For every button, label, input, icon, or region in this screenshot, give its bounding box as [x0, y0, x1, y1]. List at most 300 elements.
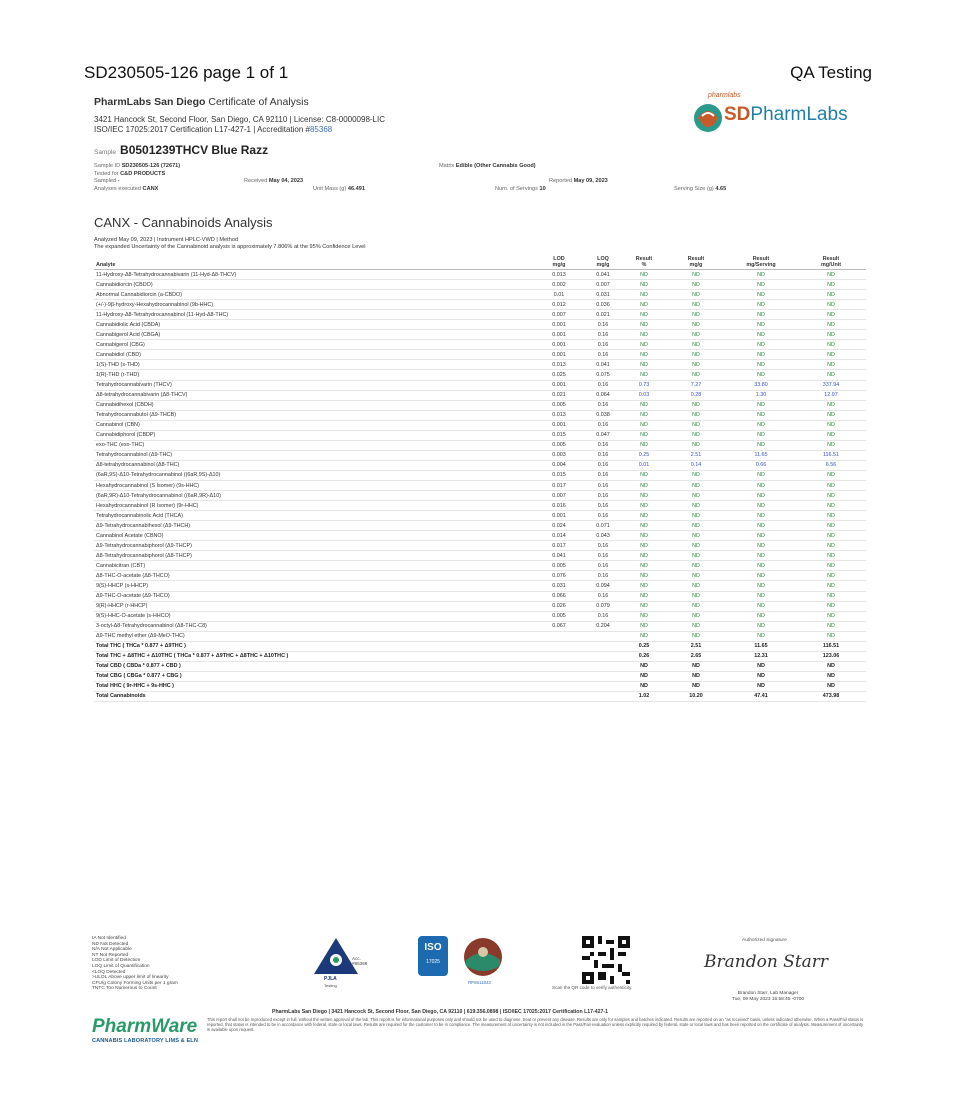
table-row — [94, 501, 866, 511]
cell-value: ND — [726, 631, 796, 641]
pjla-accreditation: Acc. #85368 — [352, 956, 368, 966]
analyte-name: Δ8-tetrahydrocannabivarin (Δ8-THCV) — [94, 390, 534, 400]
table-row — [94, 420, 866, 430]
cell-value: ND — [622, 571, 666, 581]
cell-value: ND — [796, 430, 866, 440]
table-row — [94, 470, 866, 480]
cell-value: ND — [622, 541, 666, 551]
cell-value: ND — [666, 300, 726, 310]
cell-value: 0.01 — [534, 290, 584, 300]
analyte-name: Hexahydrocannabinol (R Isomer) (9r-HHC) — [94, 501, 534, 511]
cell-value: ND — [666, 611, 726, 621]
cell-value: ND — [726, 581, 796, 591]
signature-date: Tue, 09 May 2023 15:58:45 -0700 — [732, 996, 805, 1002]
analyte-name: 9(S)-HHC-O-acetate (s-HHCO) — [94, 611, 534, 621]
cell-value: ND — [726, 430, 796, 440]
cell-value: ND — [666, 310, 726, 320]
cell-value: ND — [622, 521, 666, 531]
cell-value: ND — [726, 511, 796, 521]
cell-value: 0.012 — [534, 300, 584, 310]
table-row — [94, 631, 866, 641]
cell-value: ND — [726, 280, 796, 290]
table-row — [94, 571, 866, 581]
cell-value: 0.001 — [534, 350, 584, 360]
cell-value: ND — [622, 410, 666, 420]
cell-value: 0.024 — [534, 521, 584, 531]
cell-value: 7.27 — [666, 380, 726, 390]
cell-value: 0.005 — [534, 561, 584, 571]
legend-item: NT Not Reported — [92, 952, 129, 958]
cell-value: ND — [726, 410, 796, 420]
cell-value: ND — [796, 420, 866, 430]
cell-value: ND — [622, 300, 666, 310]
rp-badge — [462, 936, 507, 991]
cell-value: 0.16 — [584, 400, 622, 410]
cell-value: ND — [796, 551, 866, 561]
analyte-name: Tetrahydrocannabivarin (THCV) — [94, 380, 534, 390]
table-row — [94, 480, 866, 490]
cell-value: 0.007 — [534, 310, 584, 320]
table-row — [94, 380, 866, 390]
analyte-name: Total CBG ( CBGa * 0.877 + CBG ) — [94, 671, 534, 681]
cell-value: ND — [796, 611, 866, 621]
logo-text-sd: SD — [724, 104, 751, 125]
cell-value: ND — [796, 330, 866, 340]
cell-value: ND — [796, 571, 866, 581]
analyte-name: Cannabidiorcin (CBDO) — [94, 280, 534, 290]
analyte-name: 11-Hydroxy-Δ8-Tetrahydrocannabivarin (11-Hyd-Δ8-THCV) — [94, 270, 534, 280]
cell-value: 0.079 — [584, 601, 622, 611]
cell-value — [534, 641, 584, 651]
cell-value: 0.003 — [534, 450, 584, 460]
uncertainty-line: The expanded Uncertainty of the Cannabinoid analysis is approximately 7.806% at the 95% Confidence Level — [94, 244, 366, 250]
verification-qr-code[interactable] — [582, 936, 632, 986]
table-row — [94, 591, 866, 601]
analyte-name: Δ8-THC-O-acetate (Δ8-THCO) — [94, 571, 534, 581]
cell-value: 0.16 — [584, 380, 622, 390]
table-row — [94, 621, 866, 631]
cell-value: 0.26 — [622, 651, 666, 661]
cell-value: ND — [622, 420, 666, 430]
analyses-value: CANX — [142, 185, 159, 192]
table-row — [94, 400, 866, 410]
cell-value: ND — [796, 350, 866, 360]
received-value: May 04, 2023 — [268, 178, 304, 184]
analyte-name: Abnormal Cannabidiorcin (a-CBDO) — [94, 290, 534, 300]
cell-value: ND — [726, 420, 796, 430]
table-row — [94, 330, 866, 340]
analyte-name: Total THC + Δ8THC + Δ10THC ( THCa * 0.877 + Δ9THC + Δ8THC + Δ10THC ) — [94, 651, 534, 661]
legend-item: >ULOL Above upper limit of linearity — [92, 975, 169, 981]
cell-value: ND — [622, 631, 666, 641]
cell-value: ND — [726, 290, 796, 300]
analyte-name: 1(S)-THD (s-THD) — [94, 360, 534, 370]
cell-value: 0.047 — [584, 430, 622, 440]
table-row — [94, 280, 866, 290]
cell-value: ND — [622, 320, 666, 330]
table-row — [94, 581, 866, 591]
cell-value: 0.016 — [534, 501, 584, 511]
cell-value: 0.041 — [584, 360, 622, 370]
analyte-name: Total THC ( THCa * 0.877 + Δ9THC ) — [94, 641, 534, 651]
servings-label: Num. of Servings — [495, 185, 538, 192]
received-label: Received — [244, 178, 268, 184]
cell-value: ND — [796, 621, 866, 631]
logo-emblem-icon — [690, 96, 726, 136]
cell-value: ND — [726, 601, 796, 611]
logo-text-pharmlabs: PharmLabs — [750, 104, 848, 125]
cell-value: 0.014 — [534, 531, 584, 541]
cell-value: ND — [726, 561, 796, 571]
table-row — [94, 290, 866, 300]
table-row — [94, 300, 866, 310]
cell-value: ND — [796, 290, 866, 300]
table-row — [94, 611, 866, 621]
cell-value: 47.41 — [726, 691, 796, 701]
column-header: Result % — [622, 255, 666, 270]
cell-value: 0.007 — [584, 280, 622, 290]
cell-value: 2.65 — [666, 651, 726, 661]
table-row — [94, 350, 866, 360]
cell-value: 0.16 — [584, 420, 622, 430]
analyte-name: (6aR,9S)-Δ10-Tetrahydrocannabinol ((6aR,9S)-Δ10) — [94, 470, 534, 480]
cell-value: 0.001 — [534, 380, 584, 390]
cell-value: ND — [796, 681, 866, 691]
unit-mass-value: 46.491 — [347, 185, 365, 192]
cell-value: ND — [666, 320, 726, 330]
meta-row — [94, 186, 864, 194]
table-row — [94, 440, 866, 450]
cell-value: ND — [796, 370, 866, 380]
qr-code-icon[interactable] — [582, 936, 630, 984]
cell-value: 0.041 — [534, 551, 584, 561]
cell-value: 0.004 — [534, 460, 584, 470]
cell-value: ND — [666, 681, 726, 691]
cell-value: 0.076 — [534, 571, 584, 581]
cell-value: ND — [666, 661, 726, 671]
sdpharmlabs-logo — [690, 92, 870, 140]
cell-value: 6.56 — [796, 460, 866, 470]
table-row — [94, 370, 866, 380]
cell-value: ND — [796, 561, 866, 571]
cell-value: 12.31 — [726, 651, 796, 661]
cell-value: 0.16 — [584, 460, 622, 470]
cell-value: 0.017 — [534, 541, 584, 551]
cell-value: ND — [622, 611, 666, 621]
cell-value: ND — [726, 621, 796, 631]
cell-value: ND — [666, 340, 726, 350]
signatory-name: Brandon Starr, Lab Manager — [737, 991, 799, 996]
cell-value: ND — [622, 370, 666, 380]
cell-value: 11.65 — [726, 450, 796, 460]
cell-value: ND — [726, 501, 796, 511]
cell-value: ND — [726, 320, 796, 330]
analyte-name: Cannabinol Acetate (CBNO) — [94, 531, 534, 541]
cell-value: ND — [726, 360, 796, 370]
cell-value: ND — [796, 521, 866, 531]
serving-size-value: 4.65 — [715, 185, 727, 192]
cell-value: 0.73 — [622, 380, 666, 390]
sampled-label: Sampled — [94, 178, 117, 184]
analyte-name: Cannabidiolic Acid (CBDA) — [94, 320, 534, 330]
cell-value: ND — [622, 440, 666, 450]
iso-number: 17025 — [426, 959, 440, 965]
cell-value: ND — [796, 661, 866, 671]
qa-testing-label: QA Testing — [790, 63, 872, 82]
table-row — [94, 601, 866, 611]
table-row — [94, 511, 866, 521]
lab-name: PharmLabs San Diego — [94, 96, 206, 108]
cell-value: 0.005 — [534, 400, 584, 410]
cell-value: ND — [796, 270, 866, 280]
cell-value: ND — [726, 370, 796, 380]
total-row — [94, 661, 866, 671]
cell-value: ND — [622, 350, 666, 360]
column-header: LOQ mg/g — [584, 255, 622, 270]
cell-value — [534, 661, 584, 671]
cell-value: ND — [622, 310, 666, 320]
cell-value: ND — [796, 671, 866, 681]
sample-id: SD230505-126 (72671) — [121, 163, 181, 169]
sample-id-label: Sample ID — [94, 163, 121, 169]
cell-value: ND — [796, 511, 866, 521]
cell-value: 33.80 — [726, 380, 796, 390]
cell-value: ND — [796, 280, 866, 290]
cell-value: ND — [622, 621, 666, 631]
total-row — [94, 671, 866, 681]
cell-value: ND — [666, 370, 726, 380]
cell-value: ND — [726, 671, 796, 681]
cell-value: ND — [666, 541, 726, 551]
analyte-name: Δ9-Tetrahydrocannabiphorol (Δ9-THCP) — [94, 541, 534, 551]
cell-value: 0.03 — [622, 390, 666, 400]
cell-value — [584, 691, 622, 701]
cell-value: 0.067 — [534, 621, 584, 631]
analyzed-line: Analyzed May 09, 2023 | Instrument HPLC-VWD | Method — [94, 237, 239, 243]
reported-label: Reported — [549, 178, 573, 184]
cell-value: 0.16 — [584, 571, 622, 581]
legend-item: CFU/g Colony Forming Units per 1 gram — [92, 980, 178, 986]
cell-value: 0.16 — [584, 511, 622, 521]
cell-value: 0.094 — [584, 581, 622, 591]
abbreviation-legend — [92, 936, 178, 992]
cell-value: 1.02 — [622, 691, 666, 701]
cell-value: ND — [796, 320, 866, 330]
cell-value: ND — [622, 280, 666, 290]
table-header-row — [94, 255, 866, 270]
cell-value — [584, 651, 622, 661]
analyte-name: 11-Hydroxy-Δ8-Tetrahydrocannabinol (11-Hyd-Δ8-THC) — [94, 310, 534, 320]
table-row — [94, 541, 866, 551]
cell-value: ND — [622, 400, 666, 410]
cell-value: ND — [796, 400, 866, 410]
analyte-name: Tetrahydrocannabinolic Acid (THCA) — [94, 511, 534, 521]
cell-value: ND — [622, 511, 666, 521]
tested-for-label: Tested for — [94, 170, 119, 177]
logo-arc-text: pharmlabs — [708, 92, 741, 99]
cell-value: 0.001 — [534, 420, 584, 430]
cell-value: ND — [796, 410, 866, 420]
pharmware-wordmark: PharmWare — [92, 1016, 198, 1037]
table-row — [94, 531, 866, 541]
iso-label: ISO — [424, 942, 442, 953]
cell-value: 0.001 — [534, 340, 584, 350]
analyte-name: Cannabigerol (CBG) — [94, 340, 534, 350]
cell-value: 0.28 — [666, 390, 726, 400]
cell-value: ND — [622, 681, 666, 691]
cell-value: 0.16 — [584, 551, 622, 561]
cell-value: 0.013 — [534, 360, 584, 370]
analyte-name: Hexahydrocannabinol (S Isomer) (9s-HHC) — [94, 480, 534, 490]
table-row — [94, 521, 866, 531]
cell-value: ND — [726, 611, 796, 621]
cell-value: 116.51 — [796, 641, 866, 651]
cell-value: 116.51 — [796, 450, 866, 460]
cell-value: ND — [726, 400, 796, 410]
cell-value: ND — [666, 601, 726, 611]
cell-value: 11.65 — [726, 641, 796, 651]
signatory — [732, 991, 804, 1002]
cell-value: ND — [666, 420, 726, 430]
analyte-name: Total HHC ( 9r-HHC + 9s-HHC ) — [94, 681, 534, 691]
meta-row — [94, 178, 864, 186]
cell-value: ND — [666, 551, 726, 561]
cell-value: 0.038 — [584, 410, 622, 420]
cell-value: ND — [622, 430, 666, 440]
cell-value: 0.031 — [534, 581, 584, 591]
cell-value: ND — [726, 350, 796, 360]
signature-title: Authorized Signature — [742, 938, 787, 943]
cell-value: ND — [666, 330, 726, 340]
table-row — [94, 310, 866, 320]
cell-value: 0.16 — [584, 330, 622, 340]
sample-name-line — [94, 143, 268, 157]
analyte-name: Δ9-THC methyl ether (Δ9-MeO-THC) — [94, 631, 534, 641]
analysis-info — [94, 237, 365, 251]
total-row — [94, 681, 866, 691]
analyte-name: Δ8-tetrahydrocannabinol (Δ8-THC) — [94, 460, 534, 470]
cell-value: ND — [666, 501, 726, 511]
coa-label: Certificate of Analysis — [205, 96, 309, 108]
cell-value: ND — [622, 591, 666, 601]
cell-value — [584, 681, 622, 691]
cell-value: 0.013 — [534, 410, 584, 420]
cell-value: ND — [666, 440, 726, 450]
cell-value: ND — [666, 350, 726, 360]
cell-value: ND — [622, 581, 666, 591]
cell-value: 0.16 — [584, 470, 622, 480]
cell-value: 10.20 — [666, 691, 726, 701]
cell-value: 0.16 — [584, 350, 622, 360]
analyte-name: Δ9-Tetrahydrocannabihexol (Δ9-THCH) — [94, 521, 534, 531]
cell-value: ND — [726, 531, 796, 541]
cell-value: 0.204 — [584, 621, 622, 631]
cell-value: 0.66 — [726, 460, 796, 470]
sample-label: Sample — [94, 149, 117, 156]
cell-value: 0.015 — [534, 430, 584, 440]
cell-value: 0.021 — [584, 310, 622, 320]
cell-value: ND — [726, 300, 796, 310]
cell-value: 0.026 — [534, 601, 584, 611]
cell-value: ND — [796, 360, 866, 370]
cell-value: 0.015 — [534, 470, 584, 480]
cell-value: ND — [796, 310, 866, 320]
cell-value: 0.14 — [666, 460, 726, 470]
cell-value — [534, 651, 584, 661]
cell-value — [534, 671, 584, 681]
cell-value: ND — [796, 631, 866, 641]
cell-value: ND — [666, 290, 726, 300]
cell-value: ND — [666, 410, 726, 420]
document-id: SD230505-126 page 1 of 1 — [84, 63, 289, 82]
matrix-value: Edible (Other Cannabis Good) — [455, 163, 536, 169]
cell-value: 0.007 — [534, 491, 584, 501]
cell-value: ND — [666, 470, 726, 480]
cell-value — [534, 691, 584, 701]
cell-value: ND — [726, 270, 796, 280]
table-row — [94, 320, 866, 330]
cell-value: ND — [726, 521, 796, 531]
analyte-name: Δ8-Tetrahydrocannabiphorol (Δ8-THCP) — [94, 551, 534, 561]
legend-item: IA Not Identified — [92, 936, 126, 941]
cell-value: ND — [726, 661, 796, 671]
cell-value: ND — [726, 541, 796, 551]
analyte-name: Cannabinol (CBN) — [94, 420, 534, 430]
cell-value: ND — [726, 551, 796, 561]
section-title: CANX - Cannabinoids Analysis — [94, 215, 273, 230]
analyte-name: 3-octyl-Δ8-Tetrahydrocannabinol (Δ8-THC-C8) — [94, 621, 534, 631]
cell-value: ND — [622, 561, 666, 571]
cell-value: 0.017 — [534, 480, 584, 490]
cell-value: ND — [666, 491, 726, 501]
analyte-name: Cannabidiphorol (CBDP) — [94, 430, 534, 440]
cell-value — [584, 631, 622, 641]
cell-value: ND — [666, 561, 726, 571]
cell-value: 473.98 — [796, 691, 866, 701]
accreditation-link[interactable]: 85368 — [309, 125, 333, 134]
table-row — [94, 551, 866, 561]
cell-value: ND — [666, 531, 726, 541]
footer — [92, 936, 868, 1056]
cell-value: ND — [796, 300, 866, 310]
cell-value: ND — [796, 581, 866, 591]
column-header: Result mg/Unit — [796, 255, 866, 270]
cell-value: 2.51 — [666, 641, 726, 651]
signature: Brandon Starr — [704, 952, 829, 972]
pharmware-tagline: CANNABIS LABORATORY LIMS & ELN — [92, 1038, 198, 1044]
analyte-name: Cannabidihexol (CBDH) — [94, 400, 534, 410]
cell-value: 0.064 — [584, 390, 622, 400]
cell-value: ND — [796, 340, 866, 350]
legend-item: N/A Not Applicable — [92, 947, 132, 953]
cell-value: ND — [622, 360, 666, 370]
total-row — [94, 651, 866, 661]
cell-value: 0.041 — [584, 270, 622, 280]
cell-value: ND — [622, 330, 666, 340]
analyses-label: Analyses executed — [94, 185, 141, 192]
rp-seal-icon — [462, 936, 504, 978]
cell-value: ND — [726, 310, 796, 320]
unit-mass-label: Unit Mass (g) — [313, 185, 347, 192]
cell-value: 0.25 — [622, 641, 666, 651]
cell-value: 123.06 — [796, 651, 866, 661]
cell-value: 2.51 — [666, 450, 726, 460]
analyte-name: Cannabicitran (CBT) — [94, 561, 534, 571]
table-row — [94, 460, 866, 470]
column-header: Result mg/Serving — [726, 255, 796, 270]
meta-row — [94, 163, 864, 171]
pjla-testing: Testing — [324, 983, 337, 988]
